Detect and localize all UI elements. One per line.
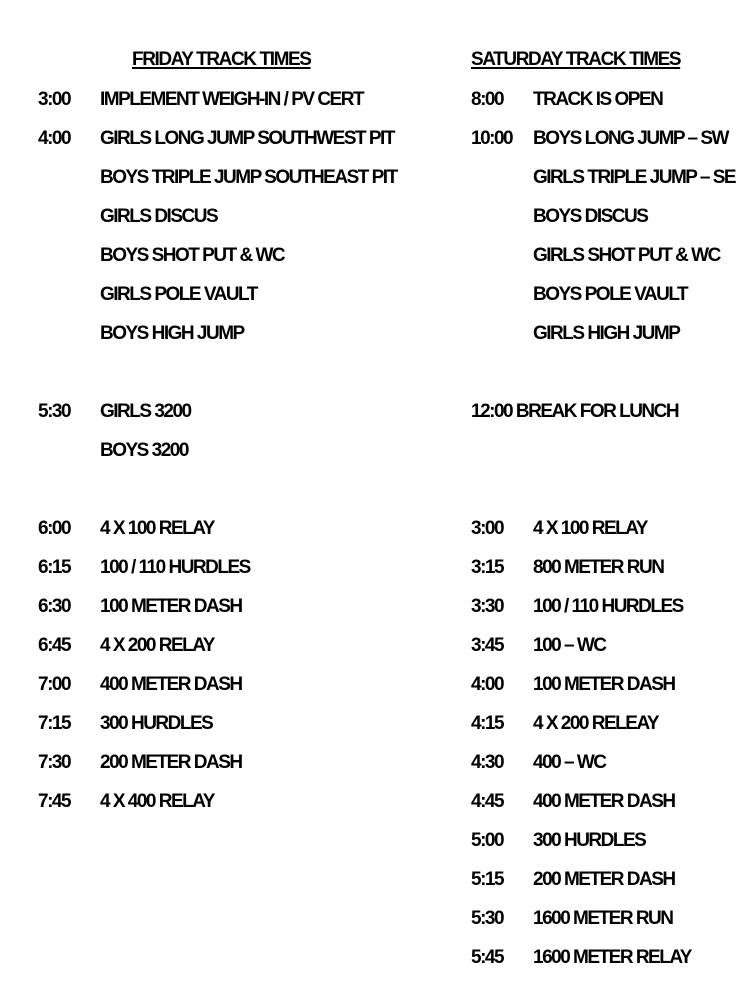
schedule-row [460,203,750,242]
schedule-event: BOYS SHOT PUT & WC [100,245,285,266]
schedule-row [0,86,460,125]
schedule-event: GIRLS POLE VAULT [100,284,257,305]
schedule-row [0,164,460,203]
schedule-event: 1600 METER RELAY [533,947,691,968]
schedule-row [460,320,750,359]
schedule-time: 3:45 [471,635,504,656]
schedule-event: 4 X 400 RELAY [100,791,214,812]
schedule-event: GIRLS 3200 [100,401,191,422]
schedule-row [0,788,460,827]
schedule-event: 1600 METER RUN [533,908,673,929]
schedule-event: BOYS 3200 [100,440,188,461]
schedule-event: 400 METER DASH [100,674,242,695]
schedule-row [0,398,460,437]
schedule-event: 4 X 100 RELAY [533,518,647,539]
schedule-event: 200 METER DASH [533,869,675,890]
schedule-event: GIRLS SHOT PUT & WC [533,245,720,266]
schedule-row [0,671,460,710]
schedule-event: BOYS HIGH JUMP [100,323,244,344]
schedule-time: 3:00 [38,89,71,110]
schedule-time: 7:15 [38,713,71,734]
schedule-row [0,320,460,359]
schedule-row [460,398,750,437]
schedule-event: GIRLS TRIPLE JUMP – SE [533,167,736,188]
schedule-event: 100 METER DASH [100,596,242,617]
schedule-row [460,554,750,593]
schedule-event: 300 HURDLES [533,830,646,851]
schedule-event: GIRLS DISCUS [100,206,218,227]
schedule-time: 6:00 [38,518,71,539]
schedule-time: 7:00 [38,674,71,695]
schedule-row [460,866,750,905]
schedule-row [0,437,460,476]
schedule-row [460,905,750,944]
schedule-row [460,515,750,554]
schedule-event: 400 – WC [533,752,606,773]
schedule-row [460,437,750,476]
schedule-row [0,125,460,164]
schedule-row [460,710,750,749]
schedule-time: 6:15 [38,557,71,578]
schedule-event: IMPLEMENT WEIGH-IN / PV CERT [100,89,364,110]
schedule-time: 10:00 [471,128,513,149]
schedule-row [460,749,750,788]
schedule-row [0,242,460,281]
schedule-row [460,359,750,398]
schedule-time: 4:45 [471,791,504,812]
schedule-time: 7:30 [38,752,71,773]
friday-heading: FRIDAY TRACK TIMES [132,49,311,70]
schedule-time: 5:30 [38,401,71,422]
schedule-event: GIRLS HIGH JUMP [533,323,680,344]
schedule-time: 3:15 [471,557,504,578]
schedule-time: 8:00 [471,89,504,110]
schedule-event: 100 / 110 HURDLES [100,557,250,578]
schedule-time: 5:30 [471,908,504,929]
schedule-event: BOYS TRIPLE JUMP SOUTHEAST PIT [100,167,397,188]
schedule-time: 7:45 [38,791,71,812]
schedule-row [460,788,750,827]
schedule-time: 6:45 [38,635,71,656]
schedule-row [0,554,460,593]
schedule-row [460,593,750,632]
schedule-row [0,281,460,320]
schedule-event: 100 / 110 HURDLES [533,596,683,617]
schedule-time: 3:00 [471,518,504,539]
schedule-row [0,749,460,788]
schedule-row [460,86,750,125]
schedule-event: 300 HURDLES [100,713,213,734]
schedule-row [460,944,750,983]
schedule-time: 5:45 [471,947,504,968]
schedule-time: 3:30 [471,596,504,617]
schedule-row [0,632,460,671]
friday-rows [0,86,460,827]
schedule-row [460,632,750,671]
schedule-time: 5:00 [471,830,504,851]
schedule-event: 800 METER RUN [533,557,664,578]
schedule-event: 4 X 200 RELEAY [533,713,659,734]
schedule-event: 100 – WC [533,635,606,656]
schedule-row [0,710,460,749]
schedule-event: BOYS DISCUS [533,206,648,227]
schedule-row [460,827,750,866]
schedule-row [460,281,750,320]
schedule-row [0,476,460,515]
saturday-heading: SATURDAY TRACK TIMES [471,49,681,70]
schedule-row [460,242,750,281]
schedule-time: 4:30 [471,752,504,773]
schedule-event: BOYS LONG JUMP – SW [533,128,728,149]
schedule-event: 12:00 BREAK FOR LUNCH [471,401,679,422]
schedule-row [460,671,750,710]
schedule-event: TRACK IS OPEN [533,89,663,110]
schedule-event: 4 X 100 RELAY [100,518,214,539]
saturday-rows [460,86,750,983]
schedule-row [460,164,750,203]
schedule-event: 4 X 200 RELAY [100,635,214,656]
schedule-event: 100 METER DASH [533,674,675,695]
schedule-row [0,203,460,242]
schedule-event: GIRLS LONG JUMP SOUTHWEST PIT [100,128,394,149]
schedule-time: 6:30 [38,596,71,617]
schedule-row [0,593,460,632]
schedule-time: 4:00 [38,128,71,149]
schedule-event: 400 METER DASH [533,791,675,812]
schedule-event: 200 METER DASH [100,752,242,773]
schedule-row [0,515,460,554]
schedule-row [0,359,460,398]
schedule-time: 4:15 [471,713,504,734]
schedule-time: 4:00 [471,674,504,695]
schedule-time: 5:15 [471,869,504,890]
schedule-event: BOYS POLE VAULT [533,284,688,305]
schedule-row [460,476,750,515]
schedule-row [460,125,750,164]
